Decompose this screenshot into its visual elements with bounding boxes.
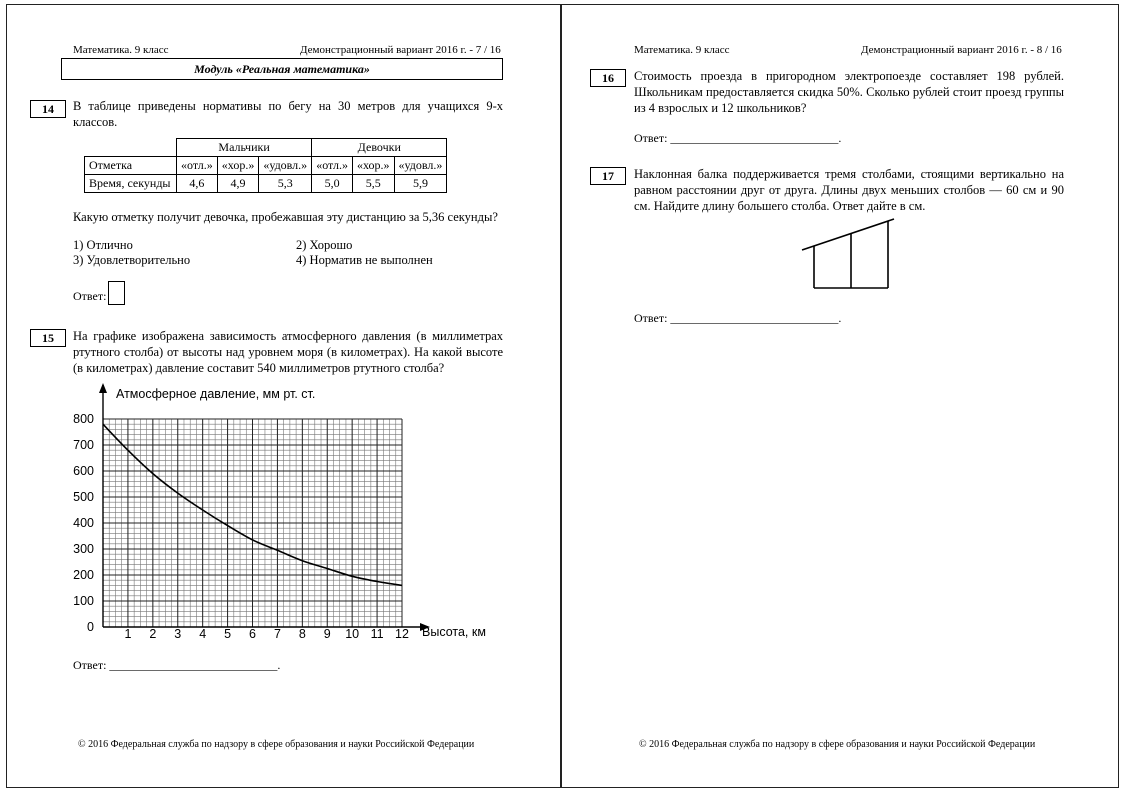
y-tick-label: 200 bbox=[73, 568, 94, 582]
x-tick-label: 9 bbox=[323, 627, 331, 641]
x-tick-label: 10 bbox=[345, 627, 360, 641]
option-1: 1) Отлично bbox=[73, 238, 133, 252]
question-17-text: Наклонная балка поддерживается тремя столбами, стоящими вертикально на равном расстоянии друг от друга. Длины двух меньших столбов — 60 см и 90 см. Найдите длину большего столба. Ответ дайте в см. bbox=[634, 167, 1064, 213]
chart-ylabel: Атмосферное давление, мм рт. ст. bbox=[116, 387, 316, 401]
x-tick-label: 12 bbox=[395, 627, 409, 641]
y-tick-label: 100 bbox=[73, 594, 94, 608]
table-cell: «отл.» bbox=[312, 157, 353, 175]
y-axis-arrow bbox=[99, 383, 107, 393]
question-17-number: 17 bbox=[590, 167, 626, 185]
option-2: 2) Хорошо bbox=[296, 238, 353, 252]
table-cell: «удовл.» bbox=[394, 157, 447, 175]
y-tick-label: 500 bbox=[73, 490, 94, 504]
right-header-subject: Математика. 9 класс bbox=[634, 44, 730, 56]
x-tick-label: 3 bbox=[174, 627, 182, 641]
table-group-girls: Девочки bbox=[312, 139, 447, 157]
beam-line bbox=[802, 219, 894, 250]
table-cell: 5,5 bbox=[352, 175, 394, 193]
table-group-boys: Мальчики bbox=[177, 139, 312, 157]
table-row-label-grade: Отметка bbox=[85, 157, 177, 175]
question-14-number: 14 bbox=[30, 100, 66, 118]
table-corner bbox=[85, 139, 177, 157]
table-cell: 4,9 bbox=[217, 175, 259, 193]
question-16-number: 16 bbox=[590, 69, 626, 87]
question-16-text: Стоимость проезда в пригородном электропоезде составляет 198 рублей. Школьникам предоставляется скидка 50%. Сколько рублей стоит проезд группы из 4 взрослых и 12 школьников? bbox=[634, 69, 1064, 115]
norms-table bbox=[84, 138, 447, 193]
left-footer: © 2016 Федеральная служба по надзору в сфере образования и науки Российской Федерации bbox=[78, 739, 475, 750]
table-cell: «хор.» bbox=[352, 157, 394, 175]
table-row-label-time: Время, секунды bbox=[85, 175, 177, 193]
x-tick-label: 7 bbox=[273, 627, 281, 641]
y-tick-label: 300 bbox=[73, 542, 94, 556]
option-4: 4) Норматив не выполнен bbox=[296, 253, 433, 267]
question-15-text: На графике изображена зависимость атмосферного давления (в миллиметрах ртутного столба) от высоты над уровнем моря (в километрах). На какой высоте (в километрах) давление составит 540 миллиметров ртутного столба? bbox=[73, 329, 503, 375]
left-header-variant: Демонстрационный вариант 2016 г. - 7 / 16 bbox=[300, 44, 501, 56]
origin-label: 0 bbox=[87, 620, 94, 634]
x-tick-label: 4 bbox=[199, 627, 207, 641]
right-header-variant: Демонстрационный вариант 2016 г. - 8 / 16 bbox=[861, 44, 1062, 56]
pressure-chart bbox=[0, 375, 520, 655]
question-16-answer-label: Ответ: ____________________________. bbox=[634, 131, 842, 145]
y-tick-label: 700 bbox=[73, 438, 94, 452]
question-15-answer-label: Ответ: ____________________________. bbox=[73, 658, 281, 672]
option-3: 3) Удовлетворительно bbox=[73, 253, 191, 267]
y-tick-label: 400 bbox=[73, 516, 94, 530]
x-tick-label: 1 bbox=[124, 627, 132, 641]
question-17-answer-label: Ответ: ____________________________. bbox=[634, 311, 842, 325]
x-tick-label: 5 bbox=[224, 627, 232, 641]
module-title: Модуль «Реальная математика» bbox=[61, 58, 503, 80]
beam-diagram bbox=[798, 215, 898, 293]
y-tick-label: 800 bbox=[73, 412, 94, 426]
question-14-prompt: Какую отметку получит девочка, пробежавшая эту дистанцию за 5,36 секунды? bbox=[73, 210, 498, 224]
right-footer: © 2016 Федеральная служба по надзору в сфере образования и науки Российской Федерации bbox=[639, 739, 1036, 750]
chart-axes bbox=[99, 383, 430, 631]
left-header-subject: Математика. 9 класс bbox=[73, 44, 169, 56]
table-cell: «хор.» bbox=[217, 157, 259, 175]
table-cell: 4,6 bbox=[177, 175, 218, 193]
table-cell: 5,9 bbox=[394, 175, 447, 193]
question-14-answer-box[interactable] bbox=[108, 281, 125, 305]
y-tick-label: 600 bbox=[73, 464, 94, 478]
x-tick-label: 11 bbox=[370, 627, 384, 641]
question-14-text: В таблице приведены нормативы по бегу на 30 метров для учащихся 9-х классов. bbox=[73, 99, 503, 129]
question-15-number: 15 bbox=[30, 329, 66, 347]
table-cell: 5,3 bbox=[259, 175, 312, 193]
question-14-answer-label: Ответ: bbox=[73, 289, 107, 303]
table-cell: «отл.» bbox=[177, 157, 218, 175]
table-cell: 5,0 bbox=[312, 175, 353, 193]
table-cell: «удовл.» bbox=[259, 157, 312, 175]
x-tick-label: 8 bbox=[298, 627, 306, 641]
x-tick-label: 2 bbox=[149, 627, 157, 641]
x-tick-label: 6 bbox=[249, 627, 256, 641]
chart-xlabel: Высота, км bbox=[422, 625, 486, 639]
right-page bbox=[561, 4, 1119, 788]
